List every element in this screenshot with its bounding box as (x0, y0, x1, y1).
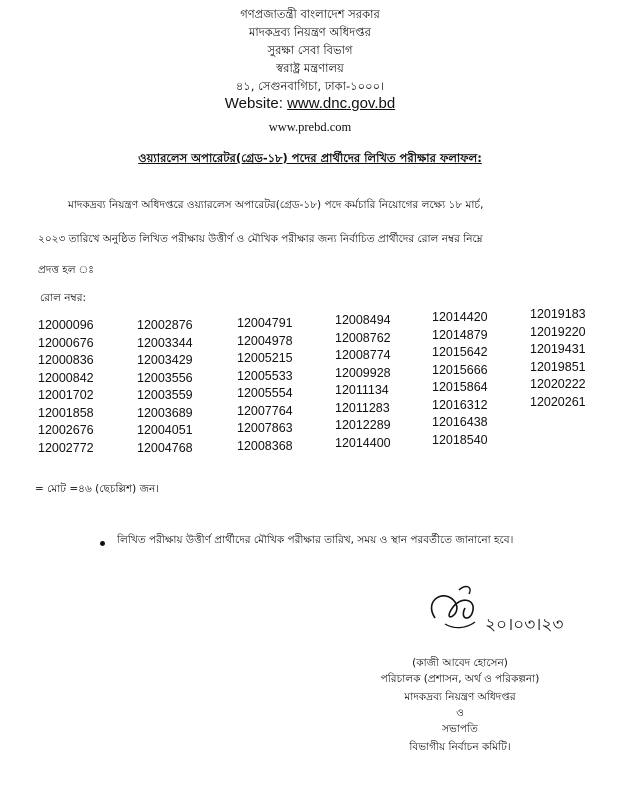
signatory-name: (কাজী আবেদ হোসেন) (412, 657, 508, 669)
roll-number: 12005215 (237, 351, 293, 365)
roll-number: 12003556 (137, 370, 193, 385)
roll-number: 12000096 (38, 318, 94, 332)
roll-column-1 (38, 317, 94, 457)
roll-number: 12004768 (137, 440, 193, 455)
office-address: ৪১, সেগুনবাগিচা, ঢাকা-১০০০। (235, 79, 385, 93)
roll-number: 12008762 (335, 330, 391, 345)
roll-number: 12014400 (335, 435, 391, 450)
signatory-office: মাদকদ্রব্য নিয়ন্ত্রণ অধিদপ্তর (404, 691, 516, 703)
signature-scribble-icon (415, 580, 575, 650)
roll-number: 12003689 (137, 405, 193, 420)
total-count: = মোট =৪৬ (ছেচল্লিশ) জন। (35, 483, 160, 495)
oral-exam-note: লিখিত পরীক্ষায় উত্তীর্ণ প্রার্থীদের মৌখিক পরীক্ষার তারিখ, সময় ও স্থান পরবর্তীতে জানানো হবে। (117, 534, 514, 546)
roll-number: 12004051 (137, 423, 193, 437)
roll-number: 12020222 (530, 377, 586, 391)
roll-number: 12002772 (38, 440, 94, 455)
website-line (0, 95, 620, 112)
roll-number: 12019220 (530, 324, 586, 339)
notice-paragraph-line-3: প্রদত্ত হল ঃ (38, 264, 94, 276)
roll-number: 12000676 (38, 335, 94, 350)
roll-column-5 (432, 309, 488, 449)
roll-number: 12005533 (237, 368, 293, 383)
roll-number: 12015642 (432, 345, 488, 359)
roll-number: 12003429 (137, 353, 193, 367)
bullet-icon (100, 541, 105, 546)
roll-number: 12016312 (432, 397, 488, 412)
roll-number: 12004978 (237, 333, 293, 348)
roll-number: 12011134 (335, 383, 389, 397)
watermark-site: www.prebd.com (268, 120, 352, 134)
roll-number: 12007863 (237, 421, 293, 435)
roll-number: 12009928 (335, 365, 391, 380)
roll-number: 12019183 (530, 307, 586, 321)
roll-number: 12000842 (38, 370, 94, 385)
roll-number: 12015864 (432, 380, 488, 394)
roll-number: 12005554 (237, 386, 293, 400)
signatory-conjunction: ও (456, 707, 464, 719)
roll-column-6 (530, 306, 586, 411)
roll-number: 12012289 (335, 418, 391, 432)
roll-number: 12007764 (237, 403, 293, 418)
roll-column-4 (335, 312, 391, 452)
roll-number-label: রোল নম্বর: (40, 292, 87, 304)
roll-number: 12016438 (432, 415, 488, 429)
notice-paragraph-line-1: মাদকদ্রব্য নিয়ন্ত্রণ অধিদপ্তরে ওয়্যারলেস অপারেটর(গ্রেড-১৮) পদে কর্মচারি নিয়োগের লক্ষ্যে ১৮ মার্চ, (68, 199, 484, 211)
signatory-role: সভাপতি (442, 723, 478, 735)
signatory-committee: বিভাগীয় নির্বাচন কমিটি। (409, 741, 511, 753)
website-link[interactable]: www.dnc.gov.bd (287, 95, 396, 112)
roll-number: 12008774 (335, 348, 391, 362)
roll-number: 12014879 (432, 327, 488, 342)
roll-number: 12001858 (38, 405, 94, 420)
notice-paragraph-line-2: ২০২৩ তারিখে অনুষ্ঠিত লিখিত পরীক্ষায় উত্তীর্ণ ও মৌখিক পরীক্ষার জন্য নির্বাচিত প্রার্থীদের রোল নম্বর নিম্নে (38, 233, 483, 245)
roll-number: 12014420 (432, 310, 488, 324)
wing-name: সুরক্ষা সেবা বিভাগ (267, 43, 353, 57)
website-label: Website: (224, 95, 283, 112)
roll-number: 12019431 (530, 342, 586, 356)
roll-number: 12003559 (137, 388, 193, 402)
roll-number: 12000836 (38, 353, 94, 367)
government-name: গণপ্রজাতন্ত্রী বাংলাদেশ সরকার (240, 7, 380, 21)
roll-number: 12011283 (335, 400, 390, 415)
roll-number: 12002676 (38, 423, 94, 437)
roll-number: 12003344 (137, 335, 193, 350)
roll-number: 12008368 (237, 438, 293, 453)
roll-number: 12001702 (38, 388, 94, 402)
roll-number: 12019851 (530, 359, 586, 374)
roll-column-2 (137, 317, 193, 457)
ministry-name: স্বরাষ্ট্র মন্ত্রণালয় (276, 61, 344, 75)
roll-number: 12015666 (432, 362, 488, 377)
roll-number: 12004791 (237, 316, 293, 330)
roll-number: 12002876 (137, 318, 193, 332)
roll-number: 12020261 (530, 394, 586, 409)
roll-number: 12018540 (432, 432, 488, 447)
signatory-designation: পরিচালক (প্রশাসন, অর্থ ও পরিকল্পনা) (380, 673, 540, 685)
roll-column-3 (237, 315, 293, 455)
notice-title: ওয়্যারলেস অপারেটর(গ্রেড-১৮) পদের প্রার্থীদের লিখিত পরীক্ষার ফলাফল: (138, 151, 482, 165)
department-name: মাদকদ্রব্য নিয়ন্ত্রণ অধিদপ্তর (249, 25, 371, 39)
signature-date: ২০।০৩।২৩ (485, 615, 564, 635)
roll-number: 12008494 (335, 313, 391, 327)
